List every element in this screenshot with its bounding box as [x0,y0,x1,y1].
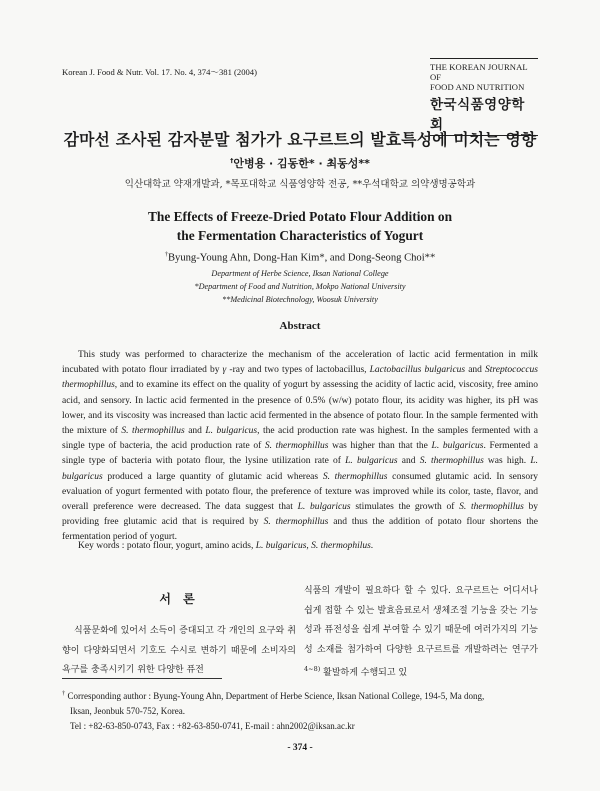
species-name: L. bulgaricus [205,426,258,437]
journal-name-line1: THE KOREAN JOURNAL OF [430,62,528,82]
korean-authors [0,155,600,171]
english-authors [0,251,600,264]
abstract-text: by providing free glutamic acid that is required by [62,502,538,528]
intro-left-column: 식품문화에 있어서 소득이 증대되고 각 개인의 요구와 취향이 다양화되면서 기호도 수시로 변하기 때문에 소비자의 욕구를 충족시키기 위한 다양한 퓨전 [62,626,296,675]
abstract-text: , the acid production rate was highest. In the samples fermented with a single type of bacteria, the acid production rate of [62,426,538,452]
journal-logo-box [430,58,538,136]
species-name: S. thermophillus [322,471,388,482]
english-title [0,207,600,245]
keywords [62,541,538,551]
affiliation-line1: Department of Herbe Science, Iksan National College [211,269,389,278]
keywords-text: Key words : potato flour, yogurt, amino acids, [78,541,256,551]
abstract-text: and [465,365,486,376]
abstract-body [62,348,538,546]
journal-name-line2: FOOD AND NUTRITION [430,82,525,92]
corresponding-footnote [62,686,538,734]
species-name: L. bulgaricus [297,502,351,513]
abstract-text: This study was performed to characterize the mechanism of the acceleration of lactic acid fermentation in milk incubated with potato flour irradiated by [62,350,538,376]
species-name: S. thermophillus [419,456,484,467]
keywords-text: , [306,541,312,551]
species-name: L. bulgaricus [62,456,538,482]
footnote-divider [62,678,222,679]
footnote-line3: Tel : +82-63-850-0743, Fax : +82-63-850-0741, E-mail : ahn2002@iksan.ac.kr [70,721,355,731]
species-name: S. thermophillus [121,426,185,437]
abstract-text: produced a large quantity of glutamic acid whereas [102,471,323,482]
introduction-heading: 서 론 [159,592,199,606]
abstract-text: was high. [483,456,531,467]
footnote-dagger: † [62,690,66,697]
korean-author-names: 안병용 · 김동한* · 최동성** [233,157,370,170]
keywords-text: . [370,541,374,551]
journal-name-korean: 한국식품영양학회 [430,97,525,133]
english-affiliations [0,267,600,306]
corresponding-dagger-en: † [164,251,168,258]
species-name: S. thermophillus [459,502,524,513]
english-author-names: Byung-Young Ahn, Dong-Han Kim*, and Dong-Seong Choi** [167,252,436,264]
species-name: S. thermophillus [264,441,329,452]
english-title-line2: the Fermentation Characteristics of Yogurt [176,228,424,243]
intro-text: 활발하게 수행되고 있 [320,668,408,678]
affiliation-line3: **Medicinal Biotechnology, Woosuk University [222,295,378,304]
citation-ref: 4~8) [304,665,321,673]
footnote-text: Corresponding author : Byung-Young Ahn, Department of Herbe Science, Iksan National College, 194-5, Ma dong, [67,691,485,701]
species-name: S. thermophillus [263,517,329,528]
abstract-text: and [184,426,206,437]
species-name: Lactobacillus bulgaricus [369,365,466,376]
species-name: L. bulgaricus [345,456,398,467]
abstract-text: consumed glutamic acid. In sensory evaluation of yogurt fermented with potato flour, the preference of texture was improved while its color, taste, flavor, and overall preference were decreased. The data suggest that [62,471,538,513]
abstract-heading: Abstract [279,320,321,332]
footnote-line2: Iksan, Jeonbuk 570-752, Korea. [70,706,185,716]
footnote-line1 [62,686,538,704]
intro-right-column [304,582,538,684]
abstract-text: . Fermented a single type of bacteria with potato flour, the lysine utilization rate of [62,441,538,467]
species-name: L. bulgaricus [431,441,484,452]
abstract-text: -ray and two types of lactobacillus, [226,365,370,376]
keyword-species: L. bulgaricus [255,541,307,551]
gamma-symbol: γ [222,365,227,376]
korean-affiliations: 익산대학교 약재개발과, *목포대학교 식품영양학 전공, **우석대학교 의약생명공학과 [124,179,476,190]
abstract-text: stimulates the growth of [350,502,460,513]
page-number: - 374 - [287,743,313,753]
english-title-line1: The Effects of Freeze-Dried Potato Flour Addition on [147,209,453,224]
abstract-text: was higher than that the [328,441,432,452]
journal-citation: Korean J. Food & Nutr. Vol. 17. No. 4, 374～381 (2004) [62,67,257,77]
abstract-text: , and to examine its effect on the quality of yogurt by assessing the acidity of lactic acid, viscosity, free amino acid, and sensory. In lactic acid fermented in the presence of 0.5% (w/w) potato flour, its acidity was higher, its pH was lower, and its viscosity was increased than lactic acid fermented in the absence of potato flour. In the sample fermented with the mixture of [62,380,538,437]
affiliation-line2: *Department of Food and Nutrition, Mokpo National University [194,282,406,291]
intro-text: 식품의 개발이 필요하다 할 수 있다. 요구르트는 어디서나 쉽게 접할 수 있는 발효음료로서 생체조절 기능을 갖는 기능성과 퓨전성을 쉽게 부여할 수 있기 때문에 여러가지의 기능성 소재를 첨가하여 다양한 요구르트를 개발하려는 연구가 [304,586,538,655]
species-name: Streptococcus thermophillus [62,365,538,391]
keyword-species: S. thermophilus [311,541,371,551]
corresponding-dagger: † [230,156,234,165]
abstract-text: and [397,456,420,467]
korean-title: 감마선 조사된 감자분말 첨가가 요구르트의 발효특성에 미치는 영향 [63,130,537,149]
abstract-text: and thus the addition of potato flour shortens the fermentation period of yogurt. [62,517,538,543]
